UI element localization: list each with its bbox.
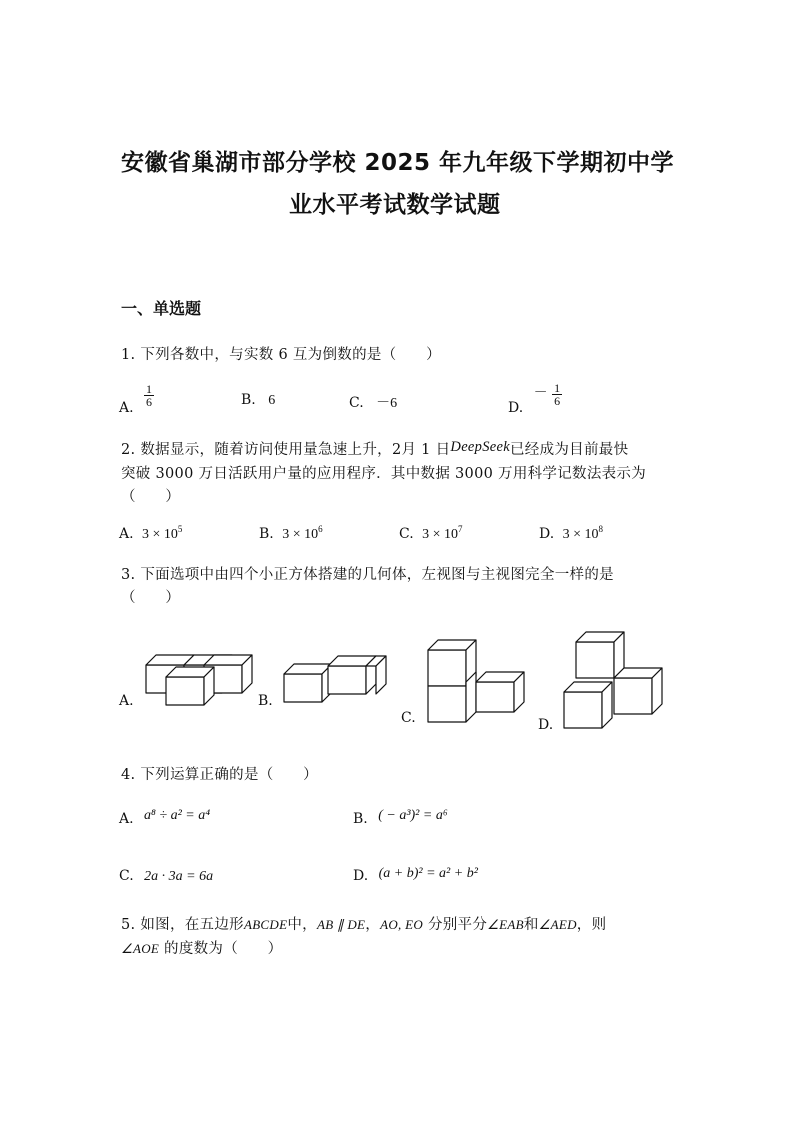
q2-stem-line2: 突破 3000 万日活跃用户量的应用程序．其中数据 3000 万用科学记数法表示为	[121, 466, 647, 482]
q3-figure-b	[280, 652, 390, 702]
q3-option-c-label: C.	[401, 710, 416, 726]
q4-option-a	[119, 808, 211, 828]
q2-option-c	[399, 524, 463, 543]
q4-a-label: A.	[119, 811, 134, 827]
q2-line1-deepseek: DeepSeek	[450, 439, 510, 455]
q2-c-label: C.	[399, 526, 414, 542]
q2-stem-line3: （ ）	[121, 489, 181, 505]
q1-stem: 1. 下列各数中，与实数 6 互为倒数的是（ ）	[121, 347, 441, 363]
q4-option-b	[353, 808, 448, 828]
q1-d-numerator: 1	[554, 381, 561, 395]
q1-d-fraction	[552, 382, 562, 407]
q3-option-d-label: D.	[538, 717, 554, 733]
q5-text-a: 5. 如图，在五边形	[121, 917, 244, 933]
q1-d-label: D.	[508, 399, 524, 416]
q5-angle-eab: ∠EAB	[487, 917, 524, 932]
q2-b-expr	[282, 524, 323, 542]
q2-line1-pre: 2. 数据显示，随着访问使用量急速上升，2月 1 日	[121, 442, 451, 458]
q5-line2-rest: 的度数为（ ）	[159, 941, 283, 957]
section-heading: 一、单选题	[121, 299, 202, 318]
q2-d-label: D.	[539, 526, 555, 542]
q1-option-a	[119, 382, 154, 416]
q1-c-label: C.	[349, 395, 364, 411]
q3-stem-line2: （ ）	[121, 590, 181, 606]
exam-title-line1: 安徽省巢湖市部分学校 2025 年九年级下学期初中学	[121, 150, 675, 176]
q1-option-c	[349, 392, 397, 412]
q3-option-a-label: A.	[119, 693, 134, 709]
q2-d-expr	[562, 524, 604, 542]
q3-option-b-label: B.	[258, 693, 273, 709]
q2-a-expr	[142, 524, 183, 542]
q5-bisectors: AO, EO	[380, 917, 424, 932]
exam-title-line2: 业水平考试数学试题	[289, 192, 501, 218]
q2-a-label: A.	[119, 526, 134, 542]
q5-text-b: 中，	[287, 917, 317, 933]
q2-option-b	[259, 524, 323, 543]
q2-b-label: B.	[259, 526, 274, 542]
q1-c-value: －6	[376, 396, 398, 411]
q1-b-value: 6	[268, 393, 276, 408]
q4-stem: 4. 下列运算正确的是（ ）	[121, 767, 318, 783]
q2-d-base: 3 × 10	[562, 527, 599, 542]
q1-b-label: B.	[241, 392, 256, 408]
q4-c-label: C.	[119, 868, 134, 884]
q1-option-d	[508, 381, 562, 416]
q2-line1-post: 已经成为目前最快	[509, 442, 629, 458]
q4-option-d	[353, 868, 478, 885]
q2-c-base: 3 × 10	[422, 527, 459, 542]
q3-figure-c	[424, 636, 524, 726]
q2-b-base: 3 × 10	[282, 527, 319, 542]
q1-option-b	[241, 392, 275, 409]
q1-d-sign: －	[533, 385, 548, 401]
q2-c-expr	[422, 524, 463, 542]
q2-c-exponent: 7	[458, 524, 463, 534]
q4-b-label: B.	[353, 811, 368, 827]
q4-d-expr: (a + b)² = a² + b²	[378, 866, 478, 881]
q4-a-expr: a⁸ ÷ a² = a⁴	[144, 808, 211, 823]
q2-option-a	[119, 524, 182, 543]
q1-d-denominator: 6	[554, 394, 561, 408]
q1-a-denominator: 6	[146, 395, 153, 409]
q1-a-label: A.	[119, 399, 134, 416]
q2-b-exponent: 6	[318, 524, 323, 534]
q4-d-label: D.	[353, 868, 369, 884]
q5-angle-aoe: ∠AOE	[121, 941, 160, 956]
q3-stem-line1: 3. 下面选项中由四个小正方体搭建的几何体，左视图与主视图完全一样的是	[121, 567, 614, 583]
q5-stem-line1	[121, 913, 606, 934]
q5-text-c: ，	[365, 917, 381, 933]
q1-a-fraction	[144, 383, 154, 408]
q5-pentagon-name: ABCDE	[243, 917, 288, 932]
q5-text-f: ，则	[576, 917, 607, 933]
q4-c-expr: 2a · 3a = 6a	[144, 869, 214, 884]
q3-figure-a	[140, 650, 250, 705]
q5-text-d: 分别平分	[423, 917, 488, 933]
q1-a-numerator: 1	[146, 382, 153, 396]
q4-option-c	[119, 868, 213, 885]
q5-stem-line2	[121, 937, 282, 958]
q5-parallel: AB ∥ DE	[316, 917, 366, 932]
q2-a-exponent: 5	[177, 524, 183, 534]
q5-angle-aed: ∠AED	[538, 917, 577, 932]
q3-figure-d	[560, 628, 670, 732]
q2-d-exponent: 8	[598, 524, 604, 534]
q4-b-expr: ( − a³)² = a⁶	[378, 808, 448, 823]
q5-text-e: 和	[523, 917, 539, 933]
q2-a-base: 3 × 10	[142, 527, 178, 542]
q2-option-d	[539, 524, 603, 543]
q2-stem-line1	[121, 438, 628, 459]
